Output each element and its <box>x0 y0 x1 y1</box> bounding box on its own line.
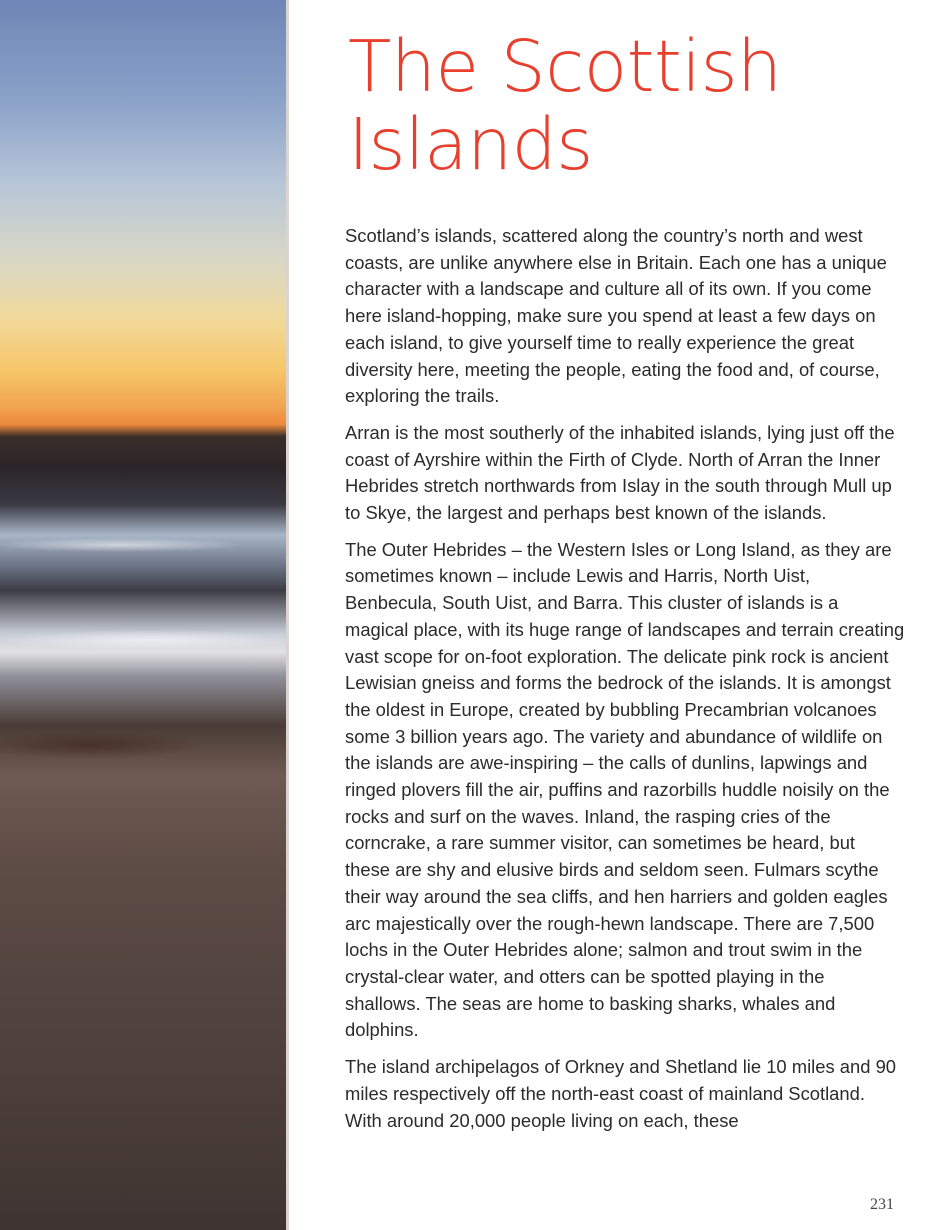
page-title <box>348 25 868 186</box>
paragraph-intro: Scotland’s islands, scattered along the country’s north and west coasts, are unlike anywhere else in Britain. Each one has a unique character with a landscape and culture all of its own. If you come here island-hopping, make sure you spend at least a few days on each island, to give yourself time to really experience the great diversity here, meeting the people, eating the food and, of course, exploring the trails. <box>345 225 887 407</box>
paragraph-arran: Arran is the most southerly of the inhabited islands, lying just off the coast of Ayrshire within the Firth of Clyde. North of Arran the Inner Hebrides stretch northwards from Islay in the south through Mull up to Skye, the largest and perhaps best known of the islands. <box>345 421 895 524</box>
page-gutter <box>286 0 289 1230</box>
page-number: 231 <box>870 1196 894 1213</box>
paragraph-outer-hebrides: The Outer Hebrides – the Western Isles or Long Island, as they are sometimes known – include Lewis and Harris, North Uist, Benbecula, South Uist, and Barra. This cluster of islands is a magical place, with its huge range of landscapes and terrain creating vast scope for on-foot exploration. The delicate pink rock is ancient Lewisian gneiss and forms the bedrock of the islands. It is amongst the oldest in Europe, created by bubbling Precambrian volcanoes some 3 billion years ago. The variety and abundance of wildlife on the islands are awe-inspiring – the calls of dunlins, lapwings and ringed plovers fill the air, puffins and razorbills huddle noisily on the rocks and surf on the waves. Inland, the rasping cries of the corncrake, a rare summer visitor, can sometimes be heard, but these are shy and elusive birds and seldom seen. Fulmars scythe their way around the sea cliffs, and hen harriers and golden eagles arc majestically over the rough-hewn landscape. There are 7,500 lochs in the Outer Hebrides alone; salmon and trout swim in the crystal-clear water, and otters can be spotted playing in the shallows. The seas are home to basking sharks, whales and dolphins. <box>345 538 905 1041</box>
title-line-1: The Scottish <box>348 25 782 108</box>
paragraph-orkney-shetland: The island archipelagos of Orkney and Shetland lie 10 miles and 90 miles respectively off the north-east coast of mainland Scotland. With around 20,000 people living on each, these <box>345 1056 897 1131</box>
sunset-coast-photo <box>0 0 286 1230</box>
body-text <box>345 223 905 1144</box>
title-line-2: Islands <box>348 103 593 186</box>
